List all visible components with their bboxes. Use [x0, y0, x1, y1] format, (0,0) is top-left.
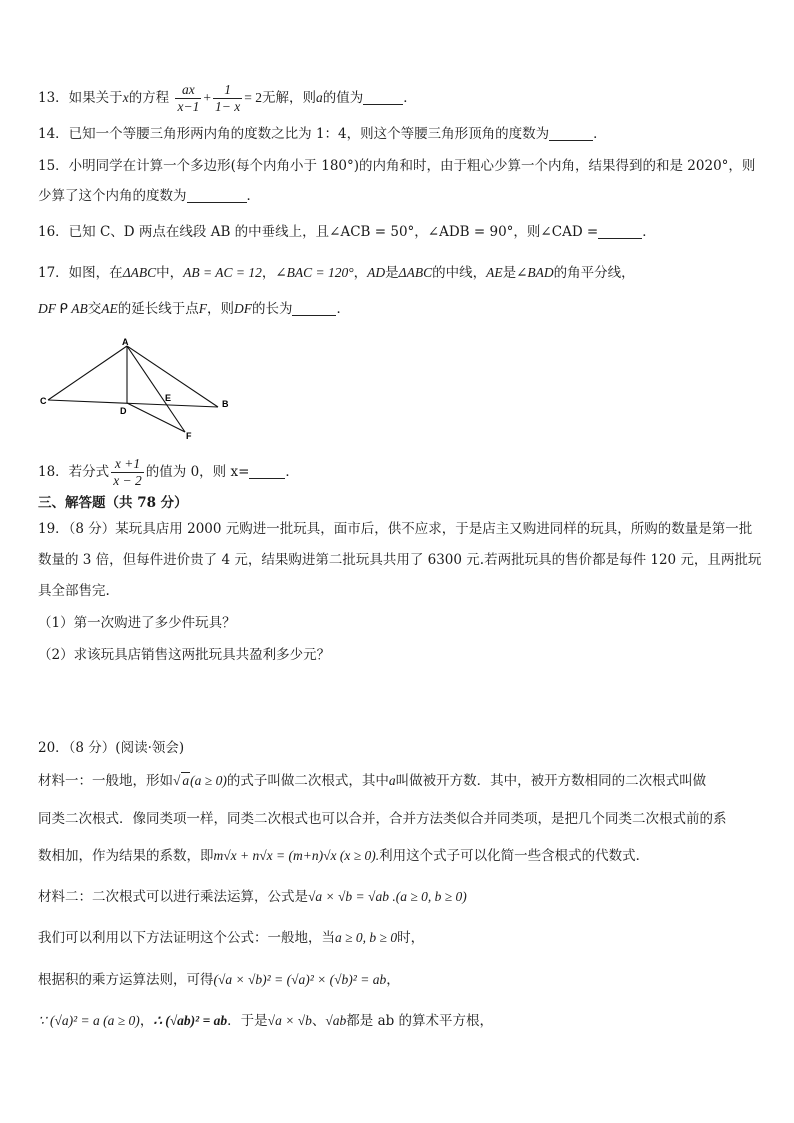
- angle-bac: ∠BAC = 120°: [275, 265, 354, 280]
- var-a: a: [315, 90, 323, 105]
- period: ．: [336, 301, 350, 317]
- question-20-title: 20．（8 分）(阅读·领会): [38, 740, 185, 756]
- frac-denominator: 1− x: [214, 99, 241, 114]
- period: ．: [642, 224, 656, 240]
- m1-text: 数相加，作为结果的系数，即: [38, 848, 214, 864]
- q13-text-mid: 的方程: [128, 90, 170, 106]
- q17-text: 是: [502, 265, 517, 281]
- question-19-sub2: （2）求该玩具店销售这两批玩具共盈利多少元？: [38, 647, 331, 663]
- formula-combine-radicals: m√x + n√x = (m+n)√x (x ≥ 0).: [213, 848, 380, 863]
- point-f: F: [198, 301, 207, 316]
- triangle-abc: ΔABC: [122, 265, 157, 280]
- answer-blank[interactable]: [249, 464, 285, 479]
- material-2-line2: [38, 928, 424, 948]
- frac-denominator: x − 2: [113, 473, 142, 488]
- ab-equals-ac: AB = AC = 12: [183, 265, 262, 280]
- comma: ，: [139, 1013, 154, 1029]
- fraction-ax-over-x-1: [175, 82, 201, 115]
- comma: ，: [353, 265, 368, 281]
- segment-df: DF: [233, 301, 252, 316]
- period: ．: [285, 464, 299, 480]
- m2-text: ．于是: [227, 1013, 268, 1029]
- cond-ab-nonneg: a ≥ 0, b ≥ 0: [335, 930, 398, 945]
- geometry-figure: [36, 336, 236, 444]
- q17-text: 的长为: [251, 301, 293, 317]
- frac-numerator: 1: [213, 82, 242, 99]
- plus-sign: +: [203, 90, 211, 105]
- question-18: [38, 456, 299, 489]
- segment-df: DF: [38, 301, 56, 316]
- q15-text: 15．小明同学在计算一个多边形(每个内角小于 180°)的内角和时，由于粗心少算一个内角，结果得到的和是 2020°，则: [38, 158, 756, 174]
- question-16: [38, 222, 656, 242]
- answer-blank[interactable]: [292, 301, 336, 316]
- m1-text: 材料一：一般地，形如: [38, 773, 173, 789]
- m1-text: 的式子叫做二次根式，其中: [226, 773, 389, 789]
- m2-text: 、: [311, 1013, 326, 1029]
- question-13: [38, 82, 417, 115]
- q17-text: ，则: [206, 301, 234, 317]
- label-d: D: [120, 406, 127, 416]
- therefore-expr: ∴ (√ab)² = ab: [153, 1013, 228, 1028]
- question-17-line2: [38, 299, 350, 319]
- q14-text: 14．已知一个等腰三角形两内角的度数之比为 1：4，则这个等腰三角形顶角的度数为: [38, 126, 550, 142]
- material-1-line1: 材料一：一般地，形如√ a(a ≥ 0)的式子叫做二次根式，其中a叫做被开方数．其中，被开方数相同的二次根式叫做: [38, 773, 707, 789]
- because-expr: ∵ (√a)² = a (a ≥ 0): [38, 1013, 140, 1028]
- segment-ad: AD: [367, 265, 386, 280]
- m2-text: 我们可以利用以下方法证明这个公式：一般地，当: [38, 930, 335, 946]
- segment-ae: AE: [486, 265, 503, 280]
- label-f: F: [186, 431, 192, 441]
- question-17-line1: [38, 263, 635, 283]
- q13-text-post: 无解，则: [261, 90, 316, 106]
- question-19-line2: 数量的 3 倍，但每件进价贵了 4 元，结果购进第二批玩具共用了 6300 元.若两批玩具的售价都是每件 120 元，且两批玩: [38, 552, 762, 568]
- q18-text-post: 的值为 0，则 x=: [145, 464, 250, 480]
- question-19-line3: 具全部售完.: [38, 583, 110, 599]
- label-c: C: [40, 396, 47, 406]
- q17-text: 的角平分线，: [553, 265, 635, 281]
- fraction-1-over-1-x: [213, 82, 242, 115]
- question-15-line1: [38, 156, 755, 176]
- answer-blank[interactable]: [187, 188, 247, 203]
- m2-text: 根据积的乘方运算法则，可得: [38, 972, 214, 988]
- segment-ab: AB: [71, 301, 88, 316]
- answer-blank[interactable]: [598, 224, 642, 239]
- q18-text: 18．若分式: [38, 464, 110, 480]
- sqrt-a: a: [182, 773, 190, 788]
- material-2-line4: [38, 1011, 493, 1031]
- q15-text-2: 少算了这个内角的度数为: [38, 188, 187, 204]
- segment-ca: [48, 346, 127, 400]
- comma: ，: [261, 265, 276, 281]
- segment-af: [127, 346, 185, 432]
- material-1-line3: [38, 846, 649, 866]
- m2-text: 时，: [397, 930, 425, 946]
- period: ．: [403, 90, 417, 106]
- period: ．: [246, 188, 260, 204]
- segment-df-line: [127, 403, 185, 432]
- formula-power-of-product: (√a × √b)² = (√a)² × (√b)² = ab: [213, 972, 387, 987]
- label-a: A: [122, 337, 129, 347]
- material-1-line2: 同类二次根式．像同类项一样，同类二次根式也可以合并，合并方法类似合并同类项，是把几个同类二次根式前的系: [38, 811, 727, 827]
- fraction-x1-over-x2: [111, 456, 144, 489]
- frac-numerator: x +1: [111, 456, 144, 473]
- q17-text: 交: [87, 301, 102, 317]
- q17-text: 的延长线于点: [117, 301, 199, 317]
- q17-text: 的中线，: [432, 265, 487, 281]
- sqrt-ab: √ab: [325, 1013, 347, 1028]
- q17-text: 17．如图，在: [38, 265, 123, 281]
- q13-text: 13．如果关于: [38, 90, 123, 106]
- question-19-line1: 19．（8 分）某玩具店用 2000 元购进一批玩具，面市后，供不应求，于是店主又购进同样的玩具，所购的数量是第一批: [38, 521, 753, 537]
- material-2-line1: [38, 887, 467, 907]
- question-15-line2: [38, 186, 260, 206]
- formula-sqrt-product: √a × √b = √ab .(a ≥ 0, b ≥ 0): [308, 889, 467, 904]
- frac-denominator: x−1: [177, 99, 200, 114]
- m2-text: 材料二：二次根式可以进行乘法运算，公式是: [38, 889, 308, 905]
- cond-a-nonneg: (a ≥ 0): [190, 773, 227, 788]
- segment-ab-line: [127, 346, 218, 407]
- answer-blank[interactable]: [363, 90, 403, 105]
- m1-text: 叫做被开方数．其中，被开方数相同的二次根式叫做: [395, 773, 707, 789]
- q17-text: 中，: [156, 265, 184, 281]
- equals-2: = 2: [244, 90, 262, 105]
- triangle-abc: ΔABC: [398, 265, 433, 280]
- question-19-sub1: （1）第一次购进了多少件玩具？: [38, 615, 236, 631]
- section-3-heading: 三、解答题（共 78 分）: [38, 495, 188, 511]
- period: ．: [593, 126, 607, 142]
- q16-text: 16．已知 C、D 两点在线段 AB 的中垂线上，且∠ACB = 50°，∠ADB = 90°，则∠CAD =: [38, 224, 599, 240]
- m2-text: ，: [386, 972, 400, 988]
- parallel-symbol: ᑭ: [56, 301, 72, 316]
- segment-ae: AE: [101, 301, 118, 316]
- answer-blank[interactable]: [549, 126, 593, 141]
- m2-text: 都是 ab 的算术平方根，: [346, 1013, 494, 1029]
- q13-text-post2: 的值为: [322, 90, 364, 106]
- label-e: E: [165, 393, 172, 403]
- var-x: x: [122, 90, 129, 105]
- sqrt-a-times-sqrt-b: √a × √b: [267, 1013, 312, 1028]
- var-a: a: [388, 773, 396, 788]
- material-2-line3: [38, 970, 400, 990]
- m1-text: 利用这个式子可以化简一些含根式的代数式．: [379, 848, 650, 864]
- label-b: B: [222, 399, 229, 409]
- question-14: [38, 124, 607, 144]
- frac-numerator: ax: [175, 82, 201, 99]
- angle-bad: ∠BAD: [516, 265, 554, 280]
- q17-text: 是: [385, 265, 399, 281]
